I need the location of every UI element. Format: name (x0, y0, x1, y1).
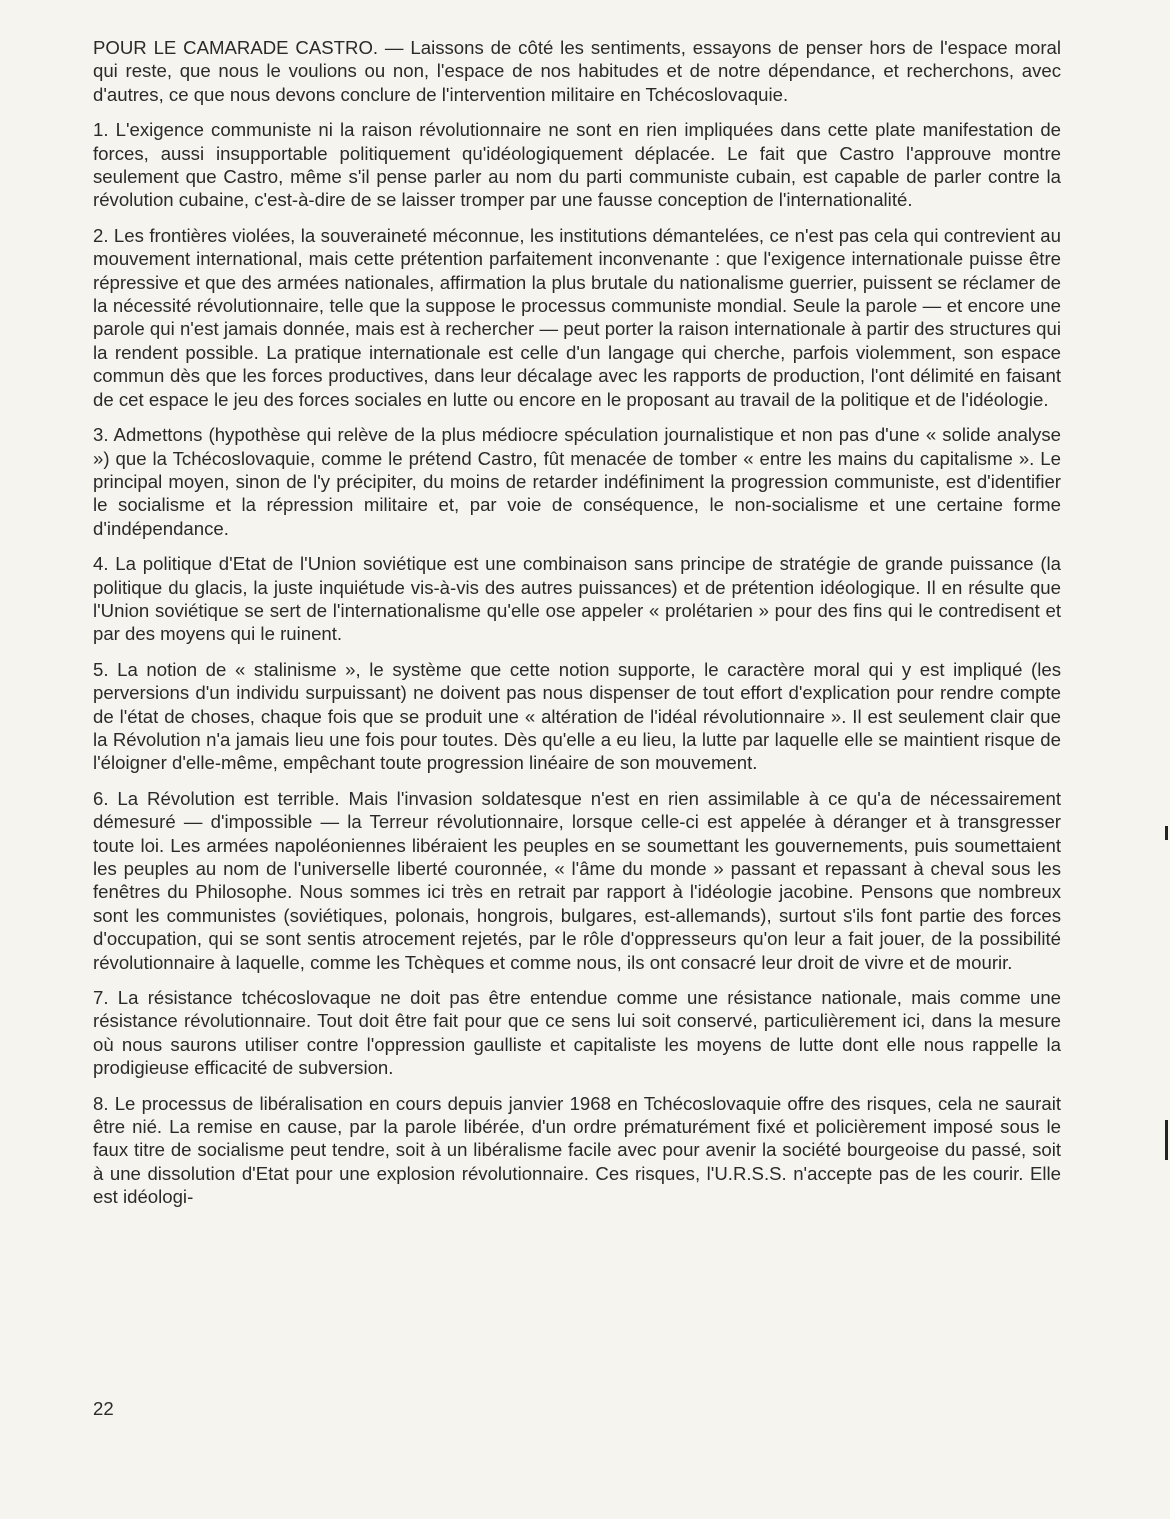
document-body (93, 36, 1061, 1221)
paragraph-1: 1. L'exigence communiste ni la raison révolutionnaire ne sont en rien impliquées dans cette plate manifestation de forces, aussi insupportable politiquement qu'idéologiquement déplacée. Le fait que Castro l'approuve montre seulement que Castro, même s'il pense parler au nom du parti communiste cubain, est capable de parler contre la révolution cubaine, c'est-à-dire de se laisser tromper par une fausse conception de l'internationalité. (93, 119, 1061, 211)
page-edge-mark (1165, 1120, 1168, 1160)
paragraph-8: 8. Le processus de libéralisation en cours depuis janvier 1968 en Tchécoslovaquie offre des risques, cela ne saurait être nié. La remise en cause, par la parole libérée, d'un ordre prématurément fixé et policièrement imposé sous le faux titre de socialisme peut tendre, soit à un libéralisme facile avec pour avenir la société bourgeoise du passé, soit à une dissolution d'Etat pour une explosion révolutionnaire. Ces risques, l'U.R.S.S. n'accepte pas de les courir. Elle est idéologi- (93, 1092, 1061, 1208)
paragraph-3: 3. Admettons (hypothèse qui relève de la plus médiocre spéculation journalistique et non pas d'une « solide analyse ») que la Tchécoslovaquie, comme le prétend Castro, fût menacée de tomber « entre les mains du capitalisme ». Le principal moyen, sinon de l'y précipiter, du moins de retarder indéfiniment la progression communiste, est d'identifier le socialisme et la répression militaire et, par voie de conséquence, le non-socialisme et une certaine forme d'indépendance. (93, 424, 1061, 539)
page-number: 22 (93, 1398, 114, 1419)
paragraph-6: 6. La Révolution est terrible. Mais l'invasion soldatesque n'est en rien assimilable à ce qu'a de nécessairement démesuré — d'impossible — la Terreur révolutionnaire, lorsque celle-ci est appelée à déranger et à transgresser toute loi. Les armées napoléoniennes libéraient les peuples en se soumettant les gouvernements, puis soumettaient les peuples au nom de l'universelle liberté couronnée, « l'âme du monde » passant et repassant à cheval sous les fenêtres du Philosophe. Nous sommes ici très en retrait par rapport à l'idéologie jacobine. Pensons que nombreux sont les communistes (soviétiques, polonais, hongrois, bulgares, est-allemands), surtout s'ils font partie des forces d'occupation, qui se sont sentis atrocement rejetés, par le rôle d'oppresseurs qu'on leur a fait jouer, de la possibilité révolutionnaire à laquelle, comme les Tchèques et comme nous, ils ont consacré leur droit de vivre et de mourir. (93, 787, 1061, 973)
paragraph-7: 7. La résistance tchécoslovaque ne doit pas être entendue comme une résistance nationale, mais comme une résistance révolutionnaire. Tout doit être fait pour que ce sens lui soit conservé, particulièrement ici, dans la mesure où nous saurons utiliser contre l'oppression gaulliste et capitaliste les moyens de lutte dont elle nous rappelle la prodigieuse efficacité de subversion. (93, 987, 1061, 1079)
paragraph-5: 5. La notion de « stalinisme », le système que cette notion supporte, le caractère moral qui y est impliqué (les perversions d'un individu surpuissant) ne doivent pas nous dispenser de tout effort d'explication pour rendre compte de l'état de choses, chaque fois que se produit une « altération de l'idéal révolutionnaire ». Il est seulement clair que la Révolution n'a jamais lieu une fois pour toutes. Dès qu'elle a eu lieu, la lutte par laquelle elle se maintient risque de l'éloigner d'elle-même, empêchant toute progression linéaire de son mouvement. (93, 658, 1061, 774)
page-edge-mark (1165, 826, 1168, 840)
paragraph-2: 2. Les frontières violées, la souveraineté méconnue, les institutions démantelées, ce n'est pas cela qui contrevient au mouvement international, mais cette prétention parfaitement inconvenante : que l'exigence internationale puisse être répressive et que des armées nationales, affirmation la plus brutale du nationalisme guerrier, puissent se réclamer de la nécessité révolutionnaire, telle que la suppose le processus communiste mondial. Seule la parole — et encore une parole qui n'est jamais donnée, mais est à rechercher — peut porter la raison internationale à partir des structures qui la rendent possible. La pratique internationale est celle d'un langage qui cherche, parfois violemment, son espace commun dès que les forces productives, dans leur décalage avec les rapports de production, l'ont délimité en faisant de cet espace le jeu des forces sociales en lutte ou encore en le proposant au travail de la politique et de l'idéologie. (93, 224, 1061, 410)
paragraph-intro: POUR LE CAMARADE CASTRO. — Laissons de côté les sentiments, essayons de penser hors de l'espace moral qui reste, que nous le voulions ou non, l'espace de nos habitudes et de notre dépendance, et recherchons, avec d'autres, ce que nous devons conclure de l'intervention militaire en Tchécoslovaquie. (93, 37, 1061, 105)
paragraph-4: 4. La politique d'Etat de l'Union soviétique est une combinaison sans principe de stratégie de grande puissance (la politique du glacis, la juste inquiétude vis-à-vis des autres puissances) et de prétention idéologique. Il en résulte que l'Union soviétique se sert de l'internationalisme qu'elle ose appeler « prolétarien » pour des fins qui le contredisent et par des moyens qui le ruinent. (93, 553, 1061, 645)
